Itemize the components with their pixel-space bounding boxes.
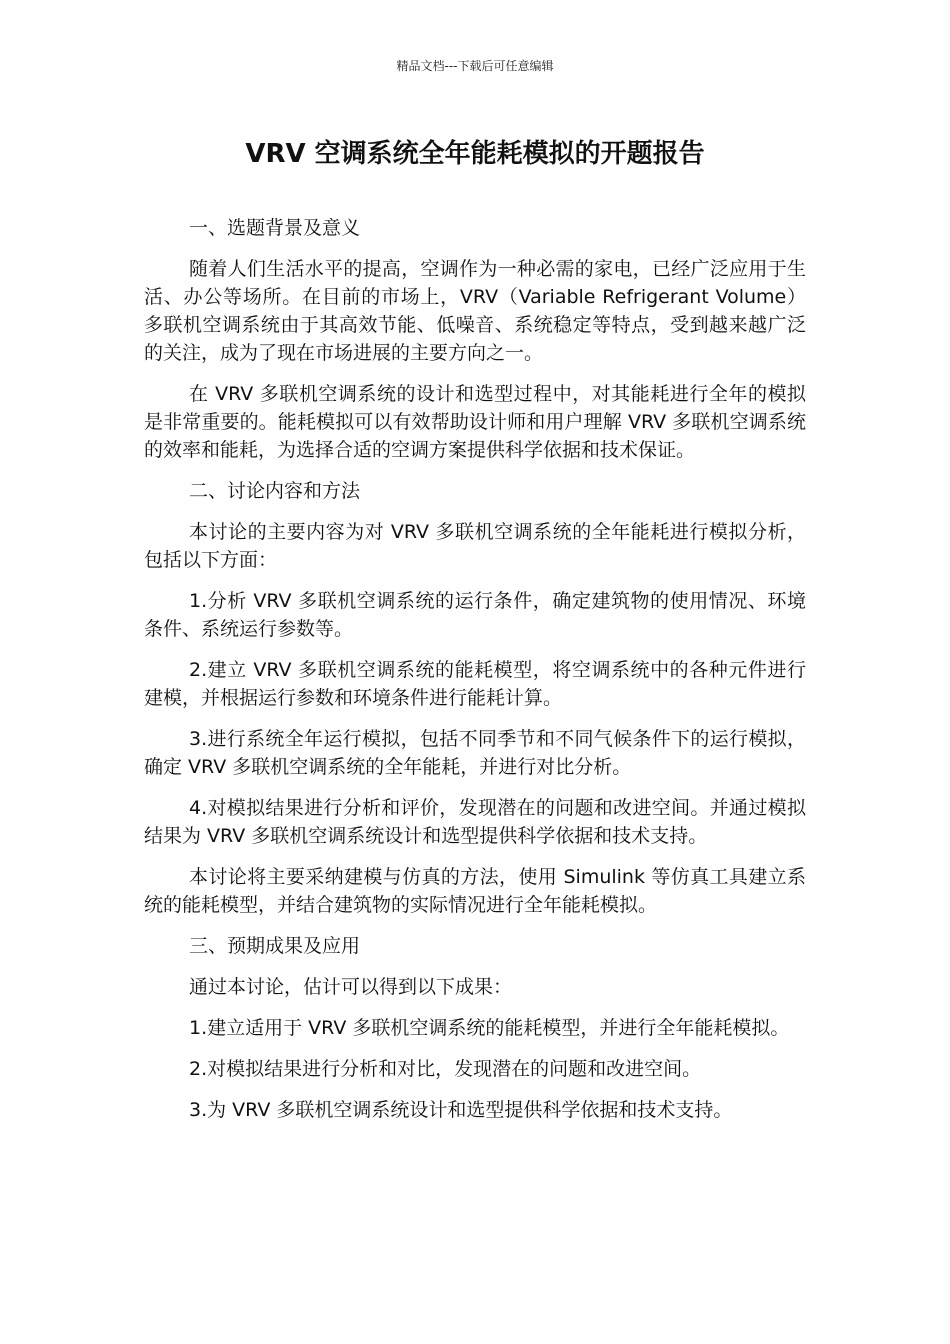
- header-note: 精品文档---下载后可任意编辑: [396, 59, 554, 73]
- paragraph-method: 本讨论将主要采纳建模与仿真的方法，使用 Simulink 等仿真工具建立系统的能耗模型，并结合建筑物的实际情况进行全年能耗模拟。: [144, 866, 806, 916]
- list-item-content-1: 1.分析 VRV 多联机空调系统的运行条件，确定建筑物的使用情况、环境条件、系统运行参数等。: [144, 590, 806, 640]
- list-item-content-3: 3.进行系统全年运行模拟，包括不同季节和不同气候条件下的运行模拟，确定 VRV 多联机空调系统的全年能耗，并进行对比分析。: [144, 728, 806, 778]
- paragraph-background-1: 随着人们生活水平的提高，空调作为一种必需的家电，已经广泛应用于生活、办公等场所。在目前的市场上，VRV（Variable Refrigerant Volume）多联机空调系统由于其高效节能、低噪音、系统稳定等特点，受到越来越广泛的关注，成为了现在市场进展的主要方向之一。: [144, 258, 806, 364]
- section-heading-expected-results: 三、预期成果及应用: [189, 935, 361, 957]
- document-body: [144, 214, 806, 1137]
- document-title: VRV 空调系统全年能耗模拟的开题报告: [245, 139, 705, 169]
- list-item-result-2: 2.对模拟结果进行分析和对比，发现潜在的问题和改进空间。: [189, 1058, 702, 1080]
- section-heading-content-method: 二、讨论内容和方法: [189, 480, 361, 502]
- list-item-content-4: 4.对模拟结果进行分析和评价，发现潜在的问题和改进空间。并通过模拟结果为 VRV 多联机空调系统设计和选型提供科学依据和技术支持。: [144, 797, 806, 847]
- list-item-result-1: 1.建立适用于 VRV 多联机空调系统的能耗模型，并进行全年能耗模拟。: [189, 1017, 790, 1039]
- section-heading-background: 一、选题背景及意义: [189, 217, 361, 239]
- list-item-content-2: 2.建立 VRV 多联机空调系统的能耗模型，将空调系统中的各种元件进行建模，并根据运行参数和环境条件进行能耗计算。: [144, 659, 806, 709]
- paragraph-results-intro: 通过本讨论，估计可以得到以下成果：: [189, 976, 513, 998]
- paragraph-background-2: 在 VRV 多联机空调系统的设计和选型过程中，对其能耗进行全年的模拟是非常重要的。能耗模拟可以有效帮助设计师和用户理解 VRV 多联机空调系统的效率和能耗，为选择合适的空调方案提供科学依据和技术保证。: [144, 383, 806, 461]
- paragraph-content-intro: 本讨论的主要内容为对 VRV 多联机空调系统的全年能耗进行模拟分析，包括以下方面：: [144, 521, 806, 571]
- list-item-result-3: 3.为 VRV 多联机空调系统设计和选型提供科学依据和技术支持。: [189, 1099, 733, 1121]
